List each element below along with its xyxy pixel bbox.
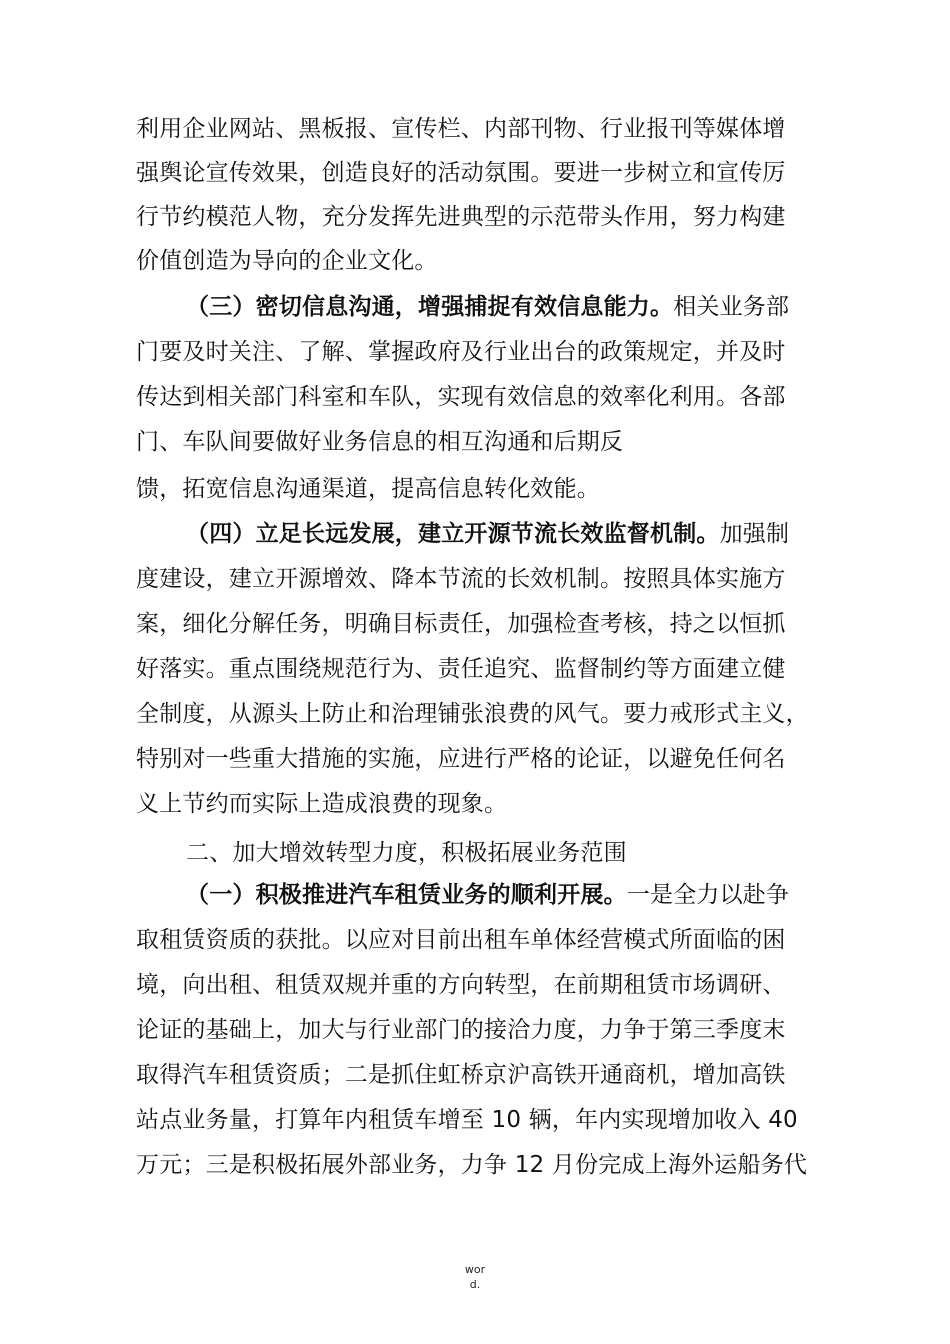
paragraph-line-9: 馈，拓宽信息沟通渠道，提高信息转化效能。: [136, 476, 600, 502]
chapter-heading-2: 二、加大增效转型力度，积极拓展业务范围: [186, 840, 627, 866]
section-heading-1-line: （一）积极推进汽车租赁业务的顺利开展。一是全力以赴争: [186, 882, 790, 908]
section-heading-3: （三）密切信息沟通，增强捕捉有效信息能力。: [186, 294, 674, 320]
paragraph-line-8: 门、车队间要做好业务信息的相互沟通和后期反: [136, 429, 624, 455]
paragraph-line-13: 好落实。重点围绕规范行为、责任追究、监督制约等方面建立健: [136, 656, 786, 682]
paragraph-line-2: 强舆论宣传效果，创造良好的活动氛围。要进一步树立和宣传厉: [136, 160, 786, 186]
paragraph-line-11: 度建设，建立开源增效、降本节流的长效机制。按照具体实施方: [136, 566, 786, 592]
paragraph-line-15: 特别对一些重大措施的实施，应进行严格的论证，以避免任何名: [136, 746, 786, 772]
paragraph-line-14: 全制度，从源头上防止和治理铺张浪费的风气。要力戒形式主义，: [136, 701, 809, 727]
paragraph-line-12: 案，细化分解任务，明确目标责任，加强检查考核，持之以恒抓: [136, 611, 786, 637]
paragraph-line-16: 义上节约而实际上造成浪费的现象。: [136, 791, 508, 817]
paragraph-line-20: 境，向出租、租赁双规并重的方向转型，在前期租赁市场调研、: [136, 972, 786, 998]
paragraph-line-7: 传达到相关部门科室和车队，实现有效信息的效率化利用。各部: [136, 384, 786, 410]
paragraph-line-3: 行节约模范人物，充分发挥先进典型的示范带头作用，努力构建: [136, 204, 786, 230]
paragraph-line-22: 取得汽车租赁资质；二是抓住虹桥京沪高铁开通商机，增加高铁: [136, 1062, 786, 1088]
section-heading-4-line: （四）立足长远发展，建立开源节流长效监督机制。加强制: [186, 521, 790, 547]
paragraph-line-6: 门要及时关注、了解、掌握政府及行业出台的政策规定，并及时: [136, 339, 786, 365]
paragraph-line-23: 站点业务量，打算年内租赁车增至 10 辆，年内实现增加收入 40: [136, 1107, 798, 1133]
paragraph-line-24: 万元；三是积极拓展外部业务，力争 12 月份完成上海外运船务代: [136, 1152, 808, 1178]
section-heading-1: （一）积极推进汽车租赁业务的顺利开展。: [186, 882, 627, 908]
section-heading-4: （四）立足长远发展，建立开源节流长效监督机制。: [186, 521, 720, 547]
paragraph-line-1: 利用企业网站、黑板报、宣传栏、内部刊物、行业报刊等媒体增: [136, 116, 786, 142]
section-heading-3-line: （三）密切信息沟通，增强捕捉有效信息能力。相关业务部: [186, 294, 790, 320]
footer-line-1: wor: [464, 1263, 486, 1276]
paragraph-line-21: 论证的基础上，加大与行业部门的接洽力度，力争于第三季度末: [136, 1017, 786, 1043]
paragraph-line-19: 取租赁资质的获批。以应对目前出租车单体经营模式所面临的困: [136, 927, 786, 953]
footer-line-2: d.: [469, 1278, 481, 1291]
paragraph-line-4: 价值创造为导向的企业文化。: [136, 248, 438, 274]
